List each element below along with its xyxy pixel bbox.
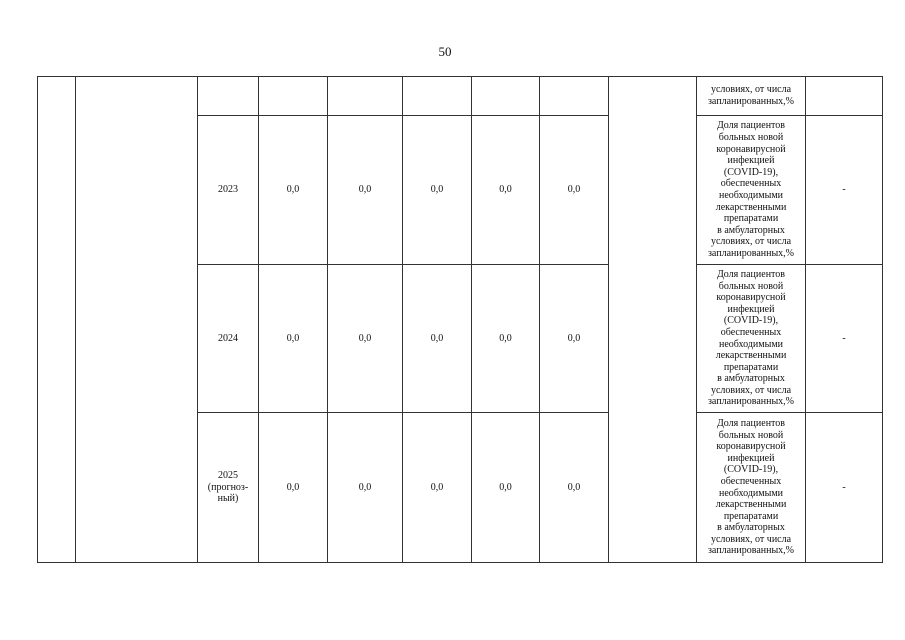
indicator-cell [697,77,806,116]
indicator-cell [697,265,806,413]
value-cell: 0,0 [540,116,609,265]
indicator-line: запланированных,% [707,396,795,408]
year-label: 2025 [218,470,238,482]
empty-cell [259,77,328,116]
indicator-line: обеспеченных [720,475,782,487]
indicator-cell [697,116,806,265]
value-cell: 0,0 [403,413,472,563]
value-cell: 0,0 [540,413,609,563]
indicator-line: препаратами [723,510,779,522]
indicator-line: в амбулаторных [717,373,785,385]
indicator-line: запланированных,% [707,96,795,107]
indicator-line: лекарственными [715,499,787,511]
indicator-line: больных новой [718,280,784,292]
indicator-line: обеспеченных [720,178,782,190]
value-cell: 0,0 [328,116,403,265]
indicator-line: в амбулаторных [717,522,785,534]
activity-name-cell [76,77,198,563]
indicator-line: необходимыми [719,338,783,350]
indicator-line: Доля пациентов [716,417,786,429]
indicator-line: Доля пациентов [716,120,786,132]
table-row-continuation [38,77,883,116]
year-label: 2023 [218,184,238,196]
indicator-line: (COVID-19), [723,315,779,327]
indicator-line: необходимыми [719,190,783,201]
indicator-line: в амбулаторных [717,224,785,236]
value-cell: 0,0 [328,265,403,413]
indicator-line: (COVID-19), [723,166,779,178]
value-cell: 0,0 [403,116,472,265]
indicator-line: запланированных,% [707,545,795,557]
year-note: (прогноз- ный) [207,481,249,505]
empty-cell [540,77,609,116]
result-cell [806,77,883,116]
number-cell [38,77,76,563]
indicator-line: условиях, от числа [710,384,792,396]
value-cell: 0,0 [328,413,403,563]
result-cell: - [806,413,883,563]
indicator-line: больных новой [718,132,784,144]
empty-cell [328,77,403,116]
year-cell [198,413,259,563]
indicator-line: инфекцией [727,303,775,315]
year-cell [198,116,259,265]
value-cell: 0,0 [540,265,609,413]
indicator-line: условиях, от числа [710,84,792,96]
indicator-line: лекарственными [715,201,787,213]
indicator-line: необходимыми [719,487,783,499]
value-cell: 0,0 [472,413,540,563]
page-number: 50 [438,44,452,59]
indicator-line: запланированных,% [707,247,795,259]
indicator-line: коронавирусной [716,441,786,453]
indicator-line: Доля пациентов [716,268,786,280]
value-cell: 0,0 [259,116,328,265]
indicator-line: обеспеченных [720,326,782,338]
empty-cell [403,77,472,116]
indicator-cell [697,413,806,563]
indicator-line: коронавирусной [716,143,786,155]
result-cell: - [806,116,883,265]
value-cell: 0,0 [259,265,328,413]
indicator-line: коронавирусной [716,292,786,304]
empty-cell [472,77,540,116]
indicator-line: инфекцией [727,452,775,464]
indicator-line: препаратами [723,213,779,225]
indicator-line: препаратами [723,361,779,373]
year-cell [198,265,259,413]
value-cell: 0,0 [403,265,472,413]
executor-cell [609,77,697,563]
indicator-line: лекарственными [715,350,787,362]
indicator-line: инфекцией [727,155,775,167]
indicator-line: больных новой [718,429,784,441]
value-cell: 0,0 [259,413,328,563]
indicator-line: условиях, от числа [710,236,792,248]
year-label: 2024 [218,332,238,344]
data-table [37,76,883,563]
indicator-line: условиях, от числа [710,533,792,545]
indicator-line: (COVID-19), [723,464,779,476]
value-cell: 0,0 [472,265,540,413]
result-cell: - [806,265,883,413]
value-cell: 0,0 [472,116,540,265]
empty-cell [198,77,259,116]
